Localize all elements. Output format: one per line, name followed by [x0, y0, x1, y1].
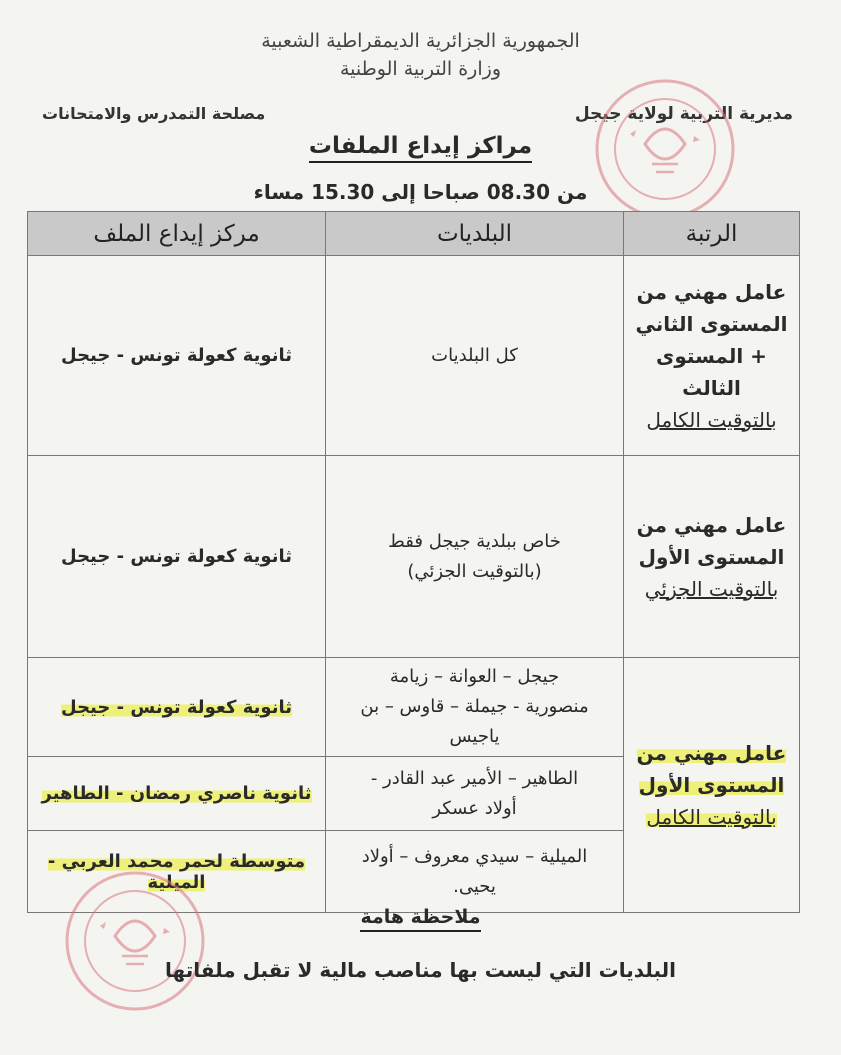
- municipalities-line: خاص ببلدية جيجل فقط: [388, 530, 561, 552]
- municipalities-line: ياجيس: [449, 726, 500, 747]
- municipalities-line: يحيى.: [453, 875, 496, 897]
- table-row: [28, 256, 800, 456]
- municipalities-line: الطاهير – الأمير عبد القادر -: [370, 767, 579, 789]
- rank-cell: [624, 658, 800, 913]
- center-line: متوسطة لحمر محمد العربي -: [47, 850, 306, 872]
- deposit-centers-table: [27, 211, 800, 913]
- municipalities-cell: [326, 658, 624, 757]
- rank-timing: بالتوقيت الجزئي: [644, 576, 779, 601]
- rank-timing: بالتوقيت الكامل: [646, 805, 777, 829]
- municipalities-line: أولاد عسكر: [432, 797, 517, 819]
- rank-line: عامل مهني من: [636, 279, 787, 304]
- document-title: مراكز إيداع الملفات: [0, 133, 841, 159]
- header-rank: الرتبة: [624, 212, 800, 256]
- official-stamp-icon: [60, 866, 210, 1016]
- center-line: ثانوية كعولة تونس - جيجل: [61, 696, 292, 718]
- rank-timing: بالتوقيت الكامل: [646, 407, 777, 432]
- center-line: ثانوية كعولة تونس - جيجل: [61, 546, 292, 567]
- rank-line: المستوى الثاني: [635, 311, 788, 336]
- rank-cell: [624, 256, 800, 456]
- center-cell: [28, 456, 326, 658]
- header-municipalities: البلديات: [326, 212, 624, 256]
- municipalities-cell: [326, 456, 624, 658]
- center-cell: [28, 256, 326, 456]
- ministry-name: وزارة التربية الوطنية: [340, 58, 501, 80]
- republic-name: الجمهورية الجزائرية الديمقراطية الشعبية: [261, 30, 580, 52]
- note-title: ملاحظة هامة: [0, 906, 841, 928]
- directorate-name: مديرية التربية لولاية جيجل: [574, 104, 793, 124]
- municipalities-cell: [326, 256, 624, 456]
- rank-line: المستوى الأول: [638, 544, 785, 569]
- center-line: ثانوية ناصري رمضان - الطاهير: [41, 783, 312, 804]
- table-row: [28, 658, 800, 757]
- service-name: مصلحة التمدرس والامتحانات: [42, 104, 266, 123]
- rank-cell: [624, 456, 800, 658]
- municipalities-line: جيجل – العوانة – زيامة: [389, 666, 560, 687]
- center-cell: [28, 658, 326, 757]
- note-body: البلديات التي ليست بها مناصب مالية لا تقبل ملفاتها: [165, 958, 676, 982]
- table-header-row: [28, 212, 800, 256]
- rank-line: الثالث: [682, 375, 741, 400]
- rank-line: عامل مهني من: [636, 512, 787, 537]
- rank-line: المستوى الأول: [638, 773, 785, 797]
- center-line: ثانوية كعولة تونس - جيجل: [61, 345, 292, 366]
- municipalities-cell: [326, 757, 624, 831]
- rank-line: + المستوى: [656, 343, 767, 368]
- header-center: مركز إيداع الملف: [28, 212, 326, 256]
- working-hours: من 08.30 صباحا إلى 15.30 مساء: [253, 180, 588, 204]
- center-cell: [28, 757, 326, 831]
- municipalities-line: (بالتوقيت الجزئي): [407, 560, 542, 582]
- municipalities-line: منصورية - جيملة – قاوس – بن: [360, 696, 589, 717]
- table-row: [28, 456, 800, 658]
- municipalities-line: الميلية – سيدي معروف – أولاد: [361, 845, 588, 867]
- center-line: الميلية: [147, 871, 206, 893]
- municipalities-line: كل البلديات: [431, 344, 518, 366]
- rank-line: عامل مهني من: [636, 741, 787, 765]
- municipalities-cell: [326, 831, 624, 913]
